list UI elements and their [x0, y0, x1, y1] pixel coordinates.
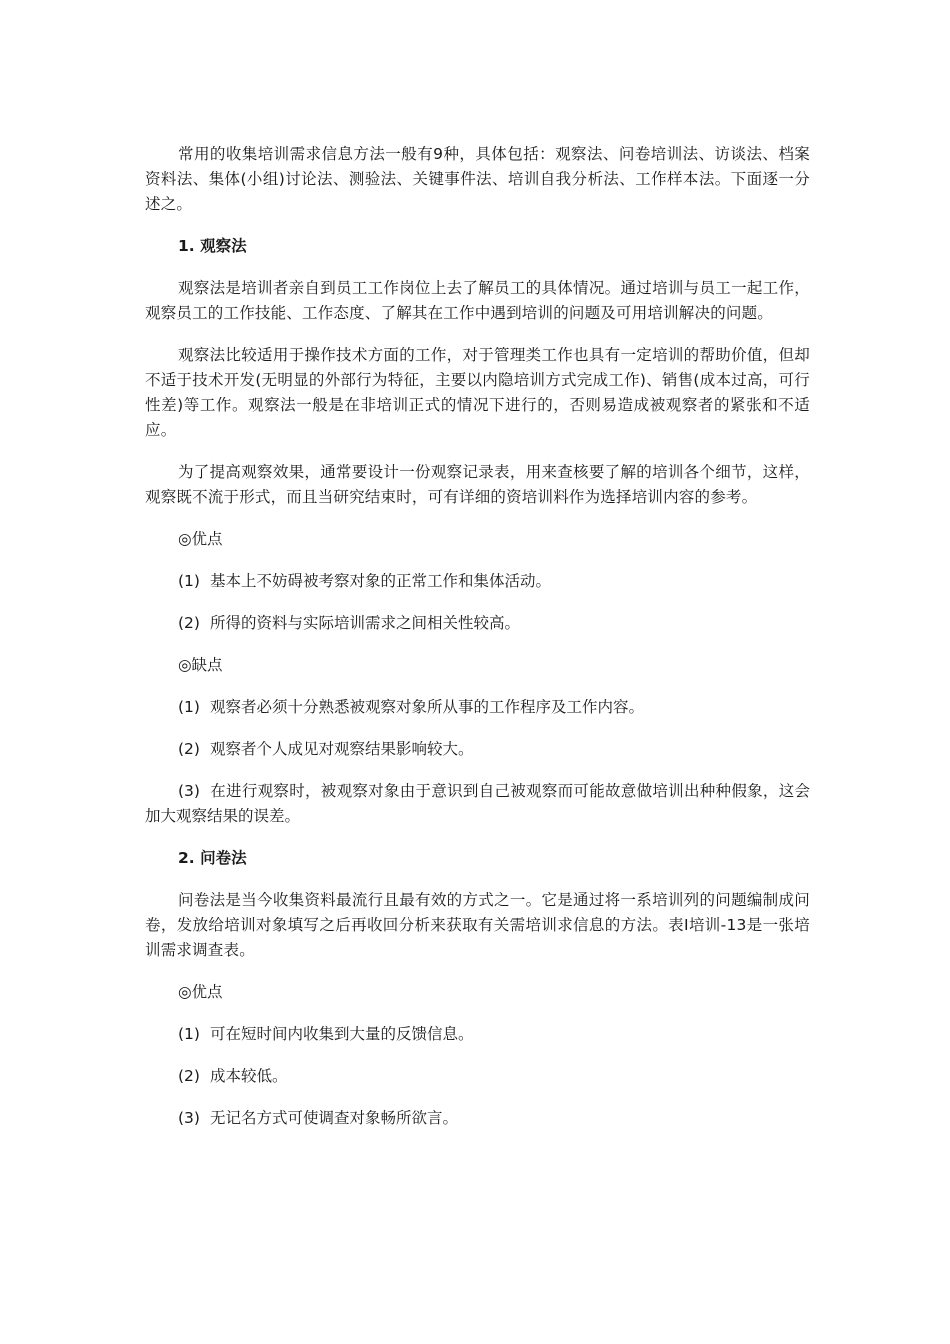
observation-con-item — [145, 695, 810, 720]
list-number: (1) — [178, 1025, 200, 1043]
list-number: (3) — [178, 782, 200, 800]
observation-pro-item — [145, 569, 810, 594]
questionnaire-pro-item — [145, 1106, 810, 1131]
list-number: (2) — [178, 740, 200, 758]
observation-paragraph-1: 观察法是培训者亲自到员工工作岗位上去了解员工的具体情况。通过培训与员工一起工作，观察员工的工作技能、工作态度、了解其在工作中遇到培训的问题及可用培训解决的问题。 — [145, 279, 810, 322]
list-number: (1) — [178, 698, 200, 716]
list-number: (3) — [178, 1109, 200, 1127]
list-text: 成本较低。 — [209, 1067, 288, 1085]
observation-paragraph-3: 为了提高观察效果，通常要设计一份观察记录表，用来查核要了解的培训各个细节，这样，观察既不流于形式，而且当研究结束时，可有详细的资培训料作为选择培训内容的参考。 — [145, 463, 810, 506]
section-heading-questionnaire: 2. 问卷法 — [178, 849, 247, 867]
list-text: 观察者个人成见对观察结果影响较大。 — [209, 740, 474, 758]
questionnaire-pros-label: ◎优点 — [178, 983, 223, 1001]
list-text: 可在短时间内收集到大量的反馈信息。 — [209, 1025, 474, 1043]
observation-pro-item — [145, 611, 810, 636]
observation-con-item — [145, 737, 810, 762]
list-text: 无记名方式可使调查对象畅所欲言。 — [209, 1109, 458, 1127]
observation-paragraph-2: 观察法比较适用于操作技术方面的工作，对于管理类工作也具有一定培训的帮助价值，但却不适于技术开发(无明显的外部行为特征，主要以内隐培训方式完成工作)、销售(成本过高，可行性差)等工作。观察法一般是在非培训正式的情况下进行的，否则易造成被观察者的紧张和不适应。 — [145, 346, 810, 439]
observation-pros-label: ◎优点 — [178, 530, 223, 548]
document-page — [145, 142, 810, 1148]
list-number: (2) — [178, 1067, 200, 1085]
list-text: 在进行观察时，被观察对象由于意识到自己被观察而可能故意做培训出种种假象，这会加大观察结果的误差。 — [145, 782, 810, 825]
section-heading-observation: 1. 观察法 — [178, 237, 247, 255]
questionnaire-pro-item — [145, 1064, 810, 1089]
list-text: 所得的资料与实际培训需求之间相关性较高。 — [209, 614, 520, 632]
questionnaire-paragraph-1: 问卷法是当今收集资料最流行且最有效的方式之一。它是通过将一系培训列的问题编制成问卷，发放给培训对象填写之后再收回分析来获取有关需培训求信息的方法。表Ⅰ培训-13是一张培训需求调查表。 — [145, 891, 810, 959]
questionnaire-pro-item — [145, 1022, 810, 1047]
list-number: (2) — [178, 614, 200, 632]
observation-con-item — [145, 779, 810, 829]
list-text: 基本上不妨碍被考察对象的正常工作和集体活动。 — [209, 572, 551, 590]
intro-paragraph: 常用的收集培训需求信息方法一般有9种，具体包括：观察法、问卷培训法、访谈法、档案资料法、集体(小组)讨论法、测验法、关键事件法、培训自我分析法、工作样本法。下面逐一分述之。 — [145, 145, 810, 213]
list-number: (1) — [178, 572, 200, 590]
observation-cons-label: ◎缺点 — [178, 656, 223, 674]
list-text: 观察者必须十分熟悉被观察对象所从事的工作程序及工作内容。 — [209, 698, 644, 716]
